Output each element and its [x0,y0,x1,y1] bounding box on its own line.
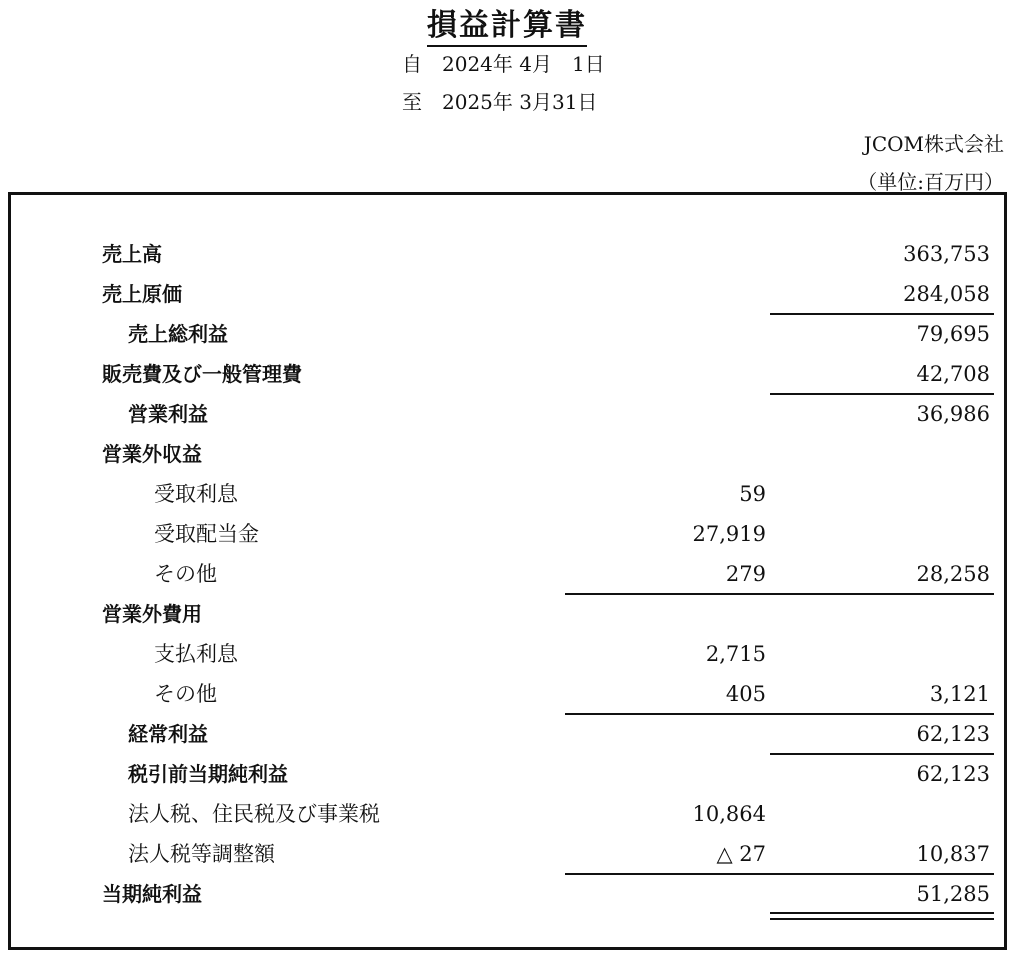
unit-note: （単位:百万円） [857,170,1004,194]
row-label: 売上総利益 [128,322,228,346]
row-amount: 27,919 [692,522,766,546]
row-label: 税引前当期純利益 [128,762,288,786]
row-total: 42,708 [916,362,990,386]
row-interest-income [0,474,1024,514]
row-label: 営業外費用 [102,602,202,626]
row-sga [0,354,1024,394]
period-from: 自 2024年 4月 1日 [402,52,605,76]
row-amount: 405 [725,682,766,706]
row-ordinary-income [0,714,1024,754]
row-amount: 2,715 [705,642,766,666]
row-pretax-income [0,754,1024,794]
row-total: 62,123 [916,722,990,746]
final-double-rule [770,912,994,920]
company-name: JCOM株式会社 [863,132,1004,156]
row-interest-expense [0,634,1024,674]
row-total: 363,753 [903,242,990,266]
row-total: 62,123 [916,762,990,786]
row-total: 51,285 [916,882,990,906]
row-label: 売上原価 [102,282,182,306]
row-amount: 10,864 [692,802,766,826]
row-label: 支払利息 [154,642,238,666]
row-dividend-income [0,514,1024,554]
row-label: 受取利息 [154,482,238,506]
row-label: 売上高 [102,242,162,266]
title-text: 損益計算書 [427,8,587,47]
row-other-income [0,554,1024,594]
row-label: 経常利益 [128,722,208,746]
row-non-operating-income [0,434,1024,474]
row-label: 販売費及び一般管理費 [102,362,302,386]
row-label: 営業外収益 [102,442,202,466]
row-amount: 59 [739,482,766,506]
row-label: 当期純利益 [102,882,202,906]
row-cost-of-sales [0,274,1024,314]
row-income-taxes-deferred [0,834,1024,874]
row-income-taxes-current [0,794,1024,834]
row-label: 受取配当金 [154,522,259,546]
row-label: 営業利益 [128,402,208,426]
row-amount: 279 [725,562,766,586]
period-to: 至 2025年 3月31日 [402,90,598,114]
row-total: 36,986 [916,402,990,426]
row-operating-income [0,394,1024,434]
document-title [0,8,1014,47]
row-net-income [0,874,1024,914]
row-total: 10,837 [916,842,990,866]
row-label: その他 [154,682,217,706]
row-label: 法人税等調整額 [128,842,275,866]
row-non-operating-expenses [0,594,1024,634]
row-total: 3,121 [929,682,990,706]
row-label: その他 [154,562,217,586]
row-total: 28,258 [916,562,990,586]
row-total: 79,695 [916,322,990,346]
row-amount: △ 27 [716,842,766,866]
row-total: 284,058 [903,282,990,306]
row-gross-profit [0,314,1024,354]
row-label: 法人税、住民税及び事業税 [128,802,380,826]
row-net-sales [0,234,1024,274]
row-other-expense [0,674,1024,714]
